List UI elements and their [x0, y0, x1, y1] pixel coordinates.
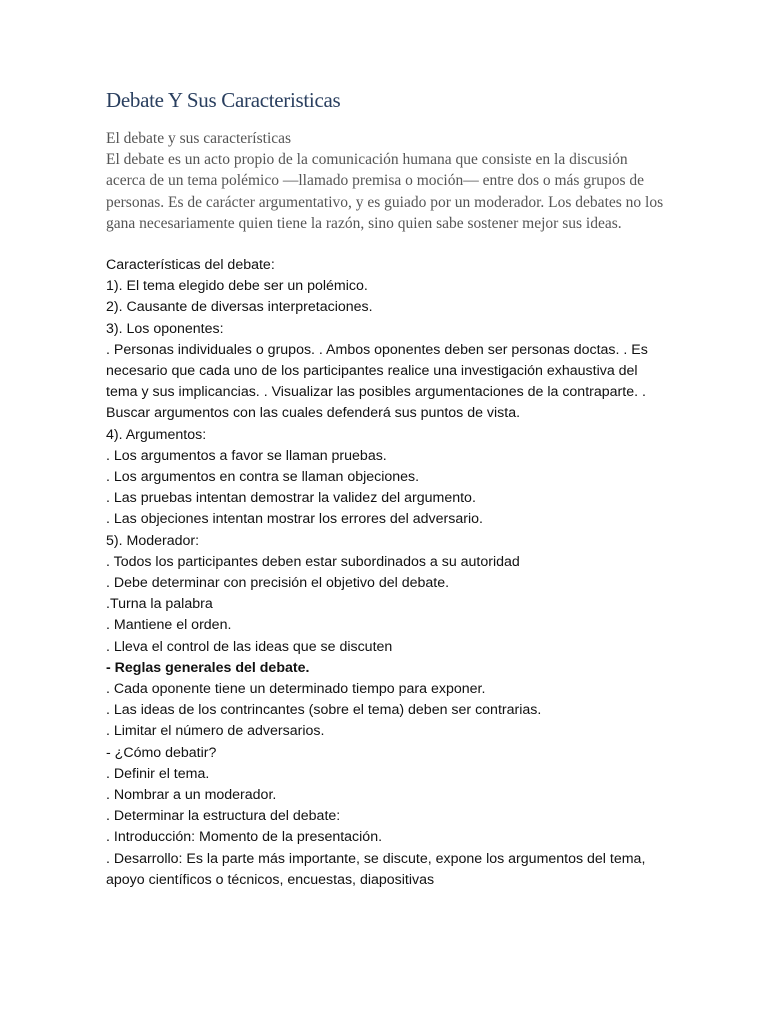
list-item: . Mantiene el orden.	[106, 617, 232, 634]
list-item: . Las objeciones intentan mostrar los errores del adversario.	[106, 511, 483, 528]
list-item: . Las pruebas intentan demostrar la validez del argumento.	[106, 490, 476, 507]
list-item: . Nombrar a un moderador.	[106, 787, 277, 804]
list-item: . Cada oponente tiene un determinado tiempo para exponer.	[106, 681, 486, 698]
list-item: . Todos los participantes deben estar subordinados a su autoridad	[106, 553, 520, 570]
list-item: . Determinar la estructura del debate:	[106, 808, 341, 825]
section-heading-how-to-debate: - ¿Cómo debatir?	[106, 744, 217, 761]
list-item: . Los argumentos a favor se llaman pruebas.	[106, 447, 387, 464]
section-heading-characteristics: Características del debate:	[106, 257, 275, 273]
document-title: Debate Y Sus Caracteristicas	[106, 88, 341, 112]
list-item: . Lleva el control de las ideas que se discuten	[106, 638, 393, 655]
list-item: . Las ideas de los contrincantes (sobre el tema) deben ser contrarias.	[106, 702, 542, 719]
list-item: . Introducción: Momento de la presentación.	[106, 829, 383, 846]
list-item: 5). Moderador:	[106, 532, 200, 549]
section-heading-rules: - Reglas generales del debate.	[106, 659, 310, 676]
list-item: 1). El tema elegido debe ser un polémico.	[106, 278, 368, 295]
list-item: . Desarrollo: Es la parte más importante, se discute, expone los argumentos del tema, apoyo científicos o técnicos, encuestas, diapositivas	[106, 850, 646, 888]
intro-paragraph: El debate es un acto propio de la comunicación humana que consiste en la discusión acerca de un tema polémico —llamado premisa o moción— entre dos o más grupos de personas. Es de carácter argumentativo, y es guiado por un moderador. Los debates no los gana necesariamente quien tiene la razón, sino quien sabe sostener mejor sus ideas.	[106, 151, 664, 232]
list-item: 2). Causante de diversas interpretaciones.	[106, 299, 373, 316]
list-item: . Definir el tema.	[106, 765, 210, 782]
list-item: 4). Argumentos:	[106, 426, 207, 443]
body-section	[106, 255, 666, 891]
list-item: . Limitar el número de adversarios.	[106, 723, 325, 740]
intro-subtitle: El debate y sus características	[106, 130, 292, 147]
list-item: . Los argumentos en contra se llaman objeciones.	[106, 469, 420, 486]
list-item: . Debe determinar con precisión el objetivo del debate.	[106, 575, 450, 592]
intro-section	[106, 128, 666, 234]
list-item: .Turna la palabra	[106, 596, 213, 613]
list-item: 3). Los oponentes:	[106, 320, 224, 337]
list-item: . Personas individuales o grupos. . Ambos oponentes deben ser personas doctas. . Es necesario que cada uno de los participantes realice una investigación exhaustiva del tema y sus implicancias. . Visualizar las posibles argumentaciones de la contraparte. . Buscar argumentos con las cuales defenderá sus puntos de vista.	[106, 341, 648, 422]
